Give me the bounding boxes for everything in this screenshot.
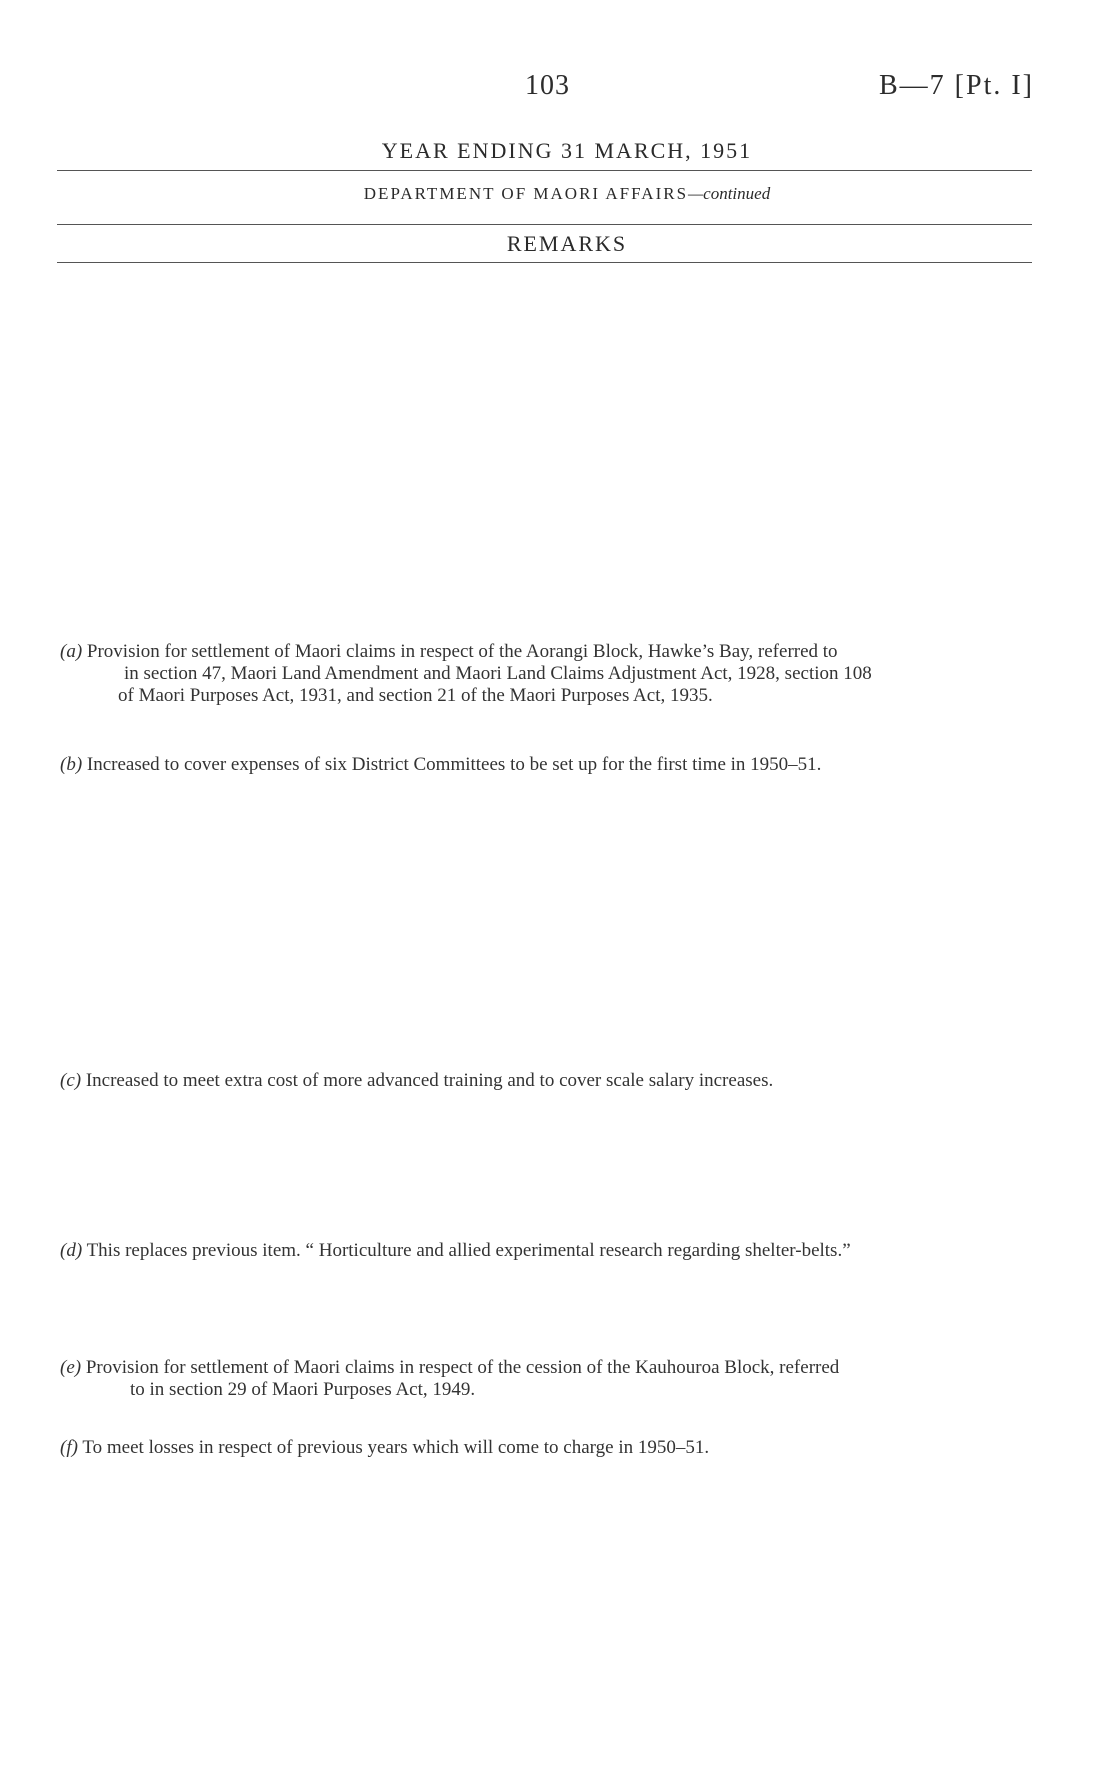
year-heading: YEAR ENDING 31 MARCH, 1951 [381,138,753,163]
remark-marker: (b) [60,754,83,775]
remark-line: in section 47, Maori Land Amendment and Maori Land Claims Adjustment Act, 1928, section 108 [124,663,872,684]
remark-text: To meet losses in respect of previous years which will come to charge in 1950–51. [82,1437,710,1458]
heading-rule-bottom [57,262,1032,263]
remark-text: This replaces previous item. “ Horticulture and allied experimental research regarding shelter-belts.” [86,1240,851,1261]
remark-b [60,754,1050,776]
remark-e [60,1357,1050,1401]
page-number: 103 [525,70,570,101]
remark-text: Increased to cover expenses of six District Committees to be set up for the first time in 1950–51. [86,754,822,775]
remark-text: Provision for settlement of Maori claims in respect of the cession of the Kauhouroa Block, referred [85,1357,840,1378]
remark-f [60,1437,1050,1459]
remark-marker: (e) [60,1357,82,1378]
paper-reference: B—7 [Pt. I] [879,70,1034,101]
remark-marker: (f) [60,1437,78,1458]
department-continued: —continued [688,184,771,203]
remark-text: Provision for settlement of Maori claims in respect of the Aorangi Block, Hawke’s Bay, referred to [86,641,838,662]
remark-line [60,641,1050,663]
remark-c [60,1070,1050,1092]
remark-a [60,641,1050,707]
department-heading [0,184,1114,204]
remark-marker: (d) [60,1240,83,1261]
remark-d [60,1240,1050,1262]
remark-marker: (c) [60,1070,82,1091]
heading-rule-middle [57,224,1032,225]
remark-marker: (a) [60,641,83,662]
remark-line [60,1437,1050,1459]
remark-line [60,754,1050,776]
department-name: DEPARTMENT OF MAORI AFFAIRS [363,184,689,203]
remark-text: Increased to meet extra cost of more advanced training and to cover scale salary increases. [85,1070,774,1091]
remark-line: to in section 29 of Maori Purposes Act, 1949. [130,1379,476,1400]
remark-line [60,1070,1050,1092]
heading-rule-top [57,170,1032,171]
remark-line: of Maori Purposes Act, 1931, and section 21 of the Maori Purposes Act, 1935. [118,685,713,706]
remark-line [60,1357,1050,1379]
remark-line [60,1240,1050,1262]
section-title: REMARKS [506,231,628,256]
